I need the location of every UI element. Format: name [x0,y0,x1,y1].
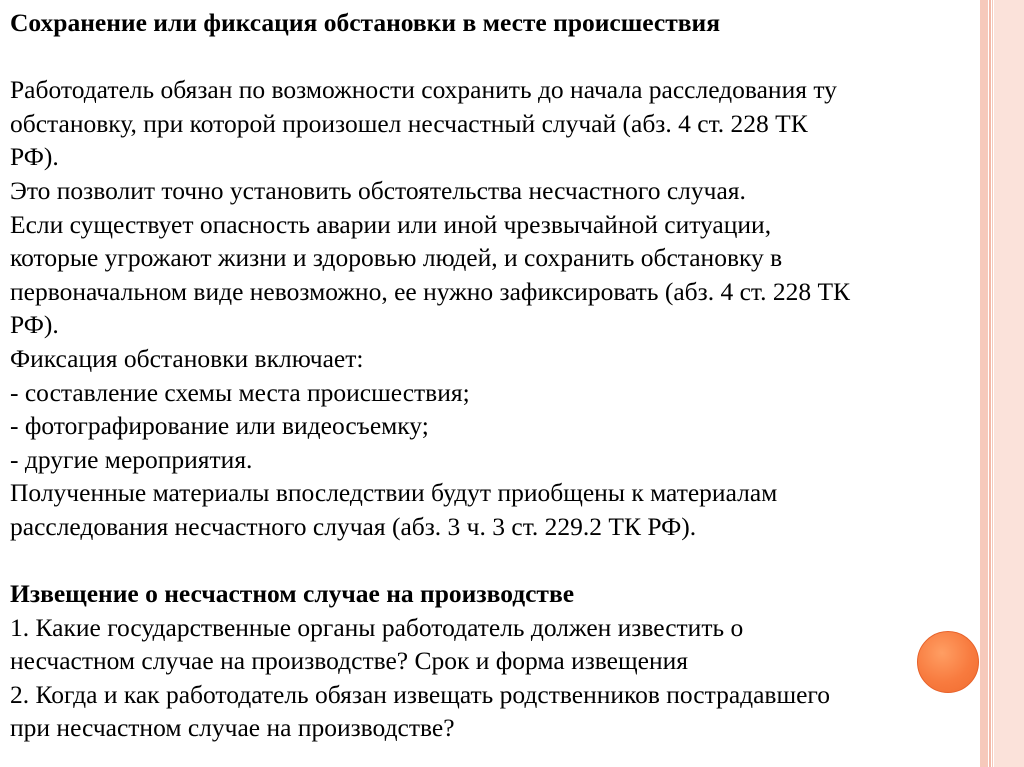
question-line: 1. Какие государственные органы работодатель должен известить о [10,612,744,642]
stripe [992,0,993,767]
list-item: - другие мероприятия. [10,444,253,474]
decorative-side-stripes [980,0,1024,767]
text-line: Это позволит точно установить обстоятельства несчастного случая. [10,175,746,205]
question-line: несчастном случае на производстве? Срок и форма извещения [10,646,688,676]
list-item: - фотографирование или видеосъемку; [10,411,429,441]
stripe [994,0,1024,767]
text-line: которые угрожают жизни и здоровью людей, и сохранить обстановку в [10,243,783,273]
text-line: первоначальном виде невозможно, ее нужно зафиксировать (абз. 4 ст. 228 ТК [10,276,851,306]
spacer [10,544,970,578]
text-line: расследования несчастного случая (абз. 3 ч. 3 ст. 229.2 ТК РФ). [10,511,697,541]
text-line: Фиксация обстановки включает: [10,343,364,373]
text-line: Если существует опасность аварии или иной чрезвычайной ситуации, [10,209,772,239]
decorative-orange-circle [917,631,979,693]
spacer [10,40,970,74]
text-line: обстановку, при которой произошел несчастный случай (абз. 4 ст. 228 ТК [10,108,808,138]
section-heading: Извещение о несчастном случае на производстве [10,579,575,609]
text-line: Работодатель обязан по возможности сохранить до начала расследования ту [10,75,837,105]
text-line: РФ). [10,142,59,172]
text-line: РФ). [10,310,59,340]
stripe [989,0,991,767]
slide-content [10,6,970,745]
text-line: Полученные материалы впоследствии будут приобщены к материалам [10,478,778,508]
section-heading: Сохранение или фиксация обстановки в месте происшествия [10,8,721,37]
question-line: при несчастном случае на производстве? [10,713,455,743]
question-line: 2. Когда и как работодатель обязан извещать родственников пострадавшего [10,679,830,709]
stripe [980,0,988,767]
list-item: - составление схемы места происшествия; [10,377,470,407]
